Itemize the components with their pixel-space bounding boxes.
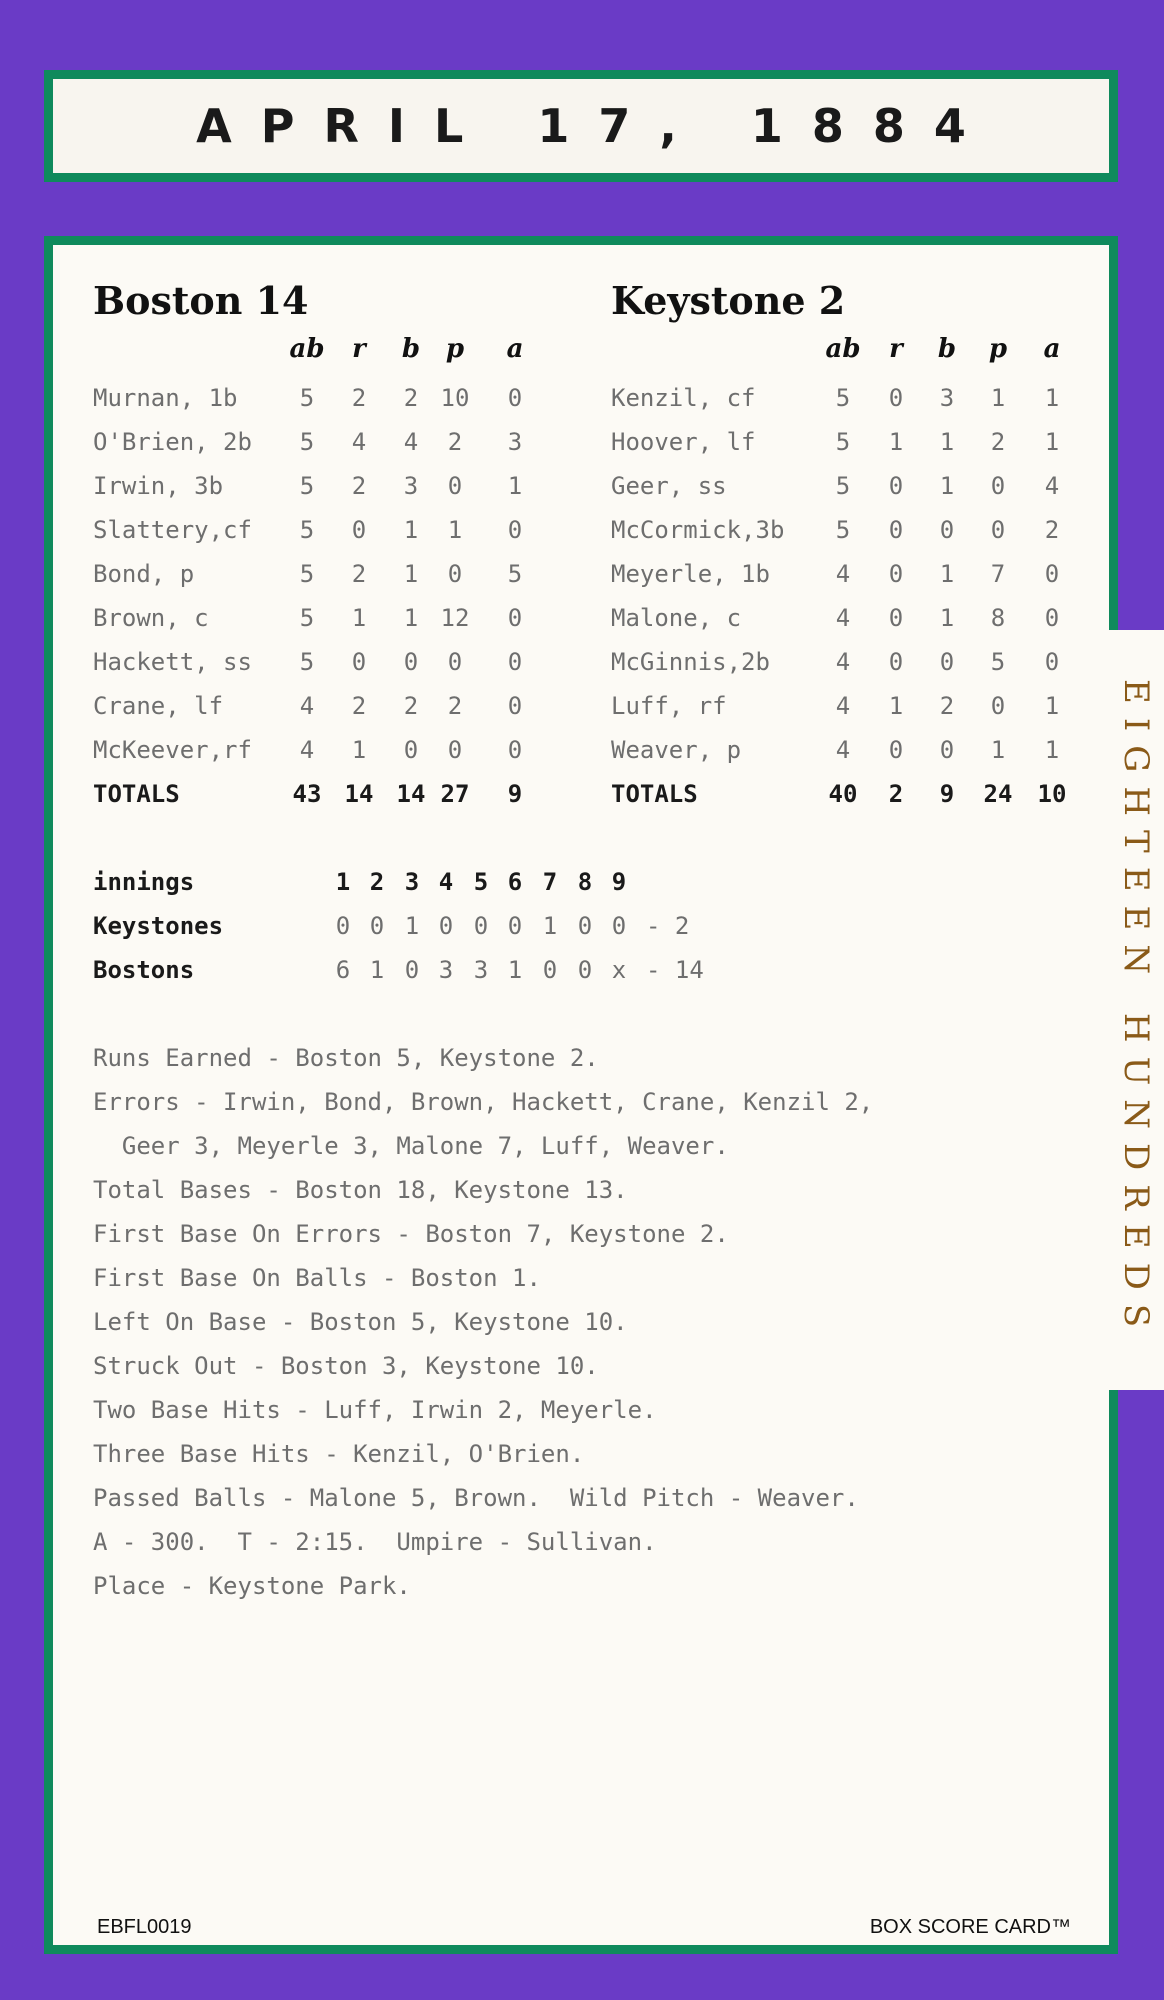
keystone-player-row — [0, 554, 1164, 594]
stat-ab: 5 — [299, 472, 315, 500]
stat-p: 0 — [447, 648, 463, 676]
stat-ab: 5 — [835, 472, 851, 500]
line-team-name: Bostons — [93, 956, 195, 984]
stat-p: 0 — [990, 472, 1006, 500]
note-line: Left On Base - Boston 5, Keystone 10. — [93, 1308, 628, 1336]
stat-a: 4 — [1044, 472, 1060, 500]
stat-ab: 5 — [835, 428, 851, 456]
stat-r: 0 — [888, 648, 904, 676]
keystone-player-row — [0, 510, 1164, 550]
inning-score: 0 — [473, 912, 489, 940]
stat-b: 1 — [939, 472, 955, 500]
note-line: Total Bases - Boston 18, Keystone 13. — [93, 1176, 628, 1204]
stat-ab: 4 — [835, 560, 851, 588]
stat-r: 0 — [888, 560, 904, 588]
total-b: 14 — [396, 780, 426, 808]
stat-r: 2 — [351, 692, 367, 720]
inning-score: 0 — [542, 956, 558, 984]
keystone-team-name: Keystone 2 — [611, 278, 846, 323]
player-name: Luff, rf — [611, 692, 727, 720]
stat-r: 0 — [888, 472, 904, 500]
stat-r: 0 — [888, 736, 904, 764]
innings-label: innings — [93, 868, 195, 896]
stat-p: 5 — [990, 648, 1006, 676]
total-p: 24 — [983, 780, 1013, 808]
stat-a: 1 — [507, 472, 523, 500]
stat-a: 0 — [507, 384, 523, 412]
player-name: Murnan, 1b — [93, 384, 238, 412]
stat-b: 1 — [939, 560, 955, 588]
stat-p: 2 — [447, 692, 463, 720]
inning-number: 5 — [473, 868, 489, 896]
stat-ab: 5 — [299, 384, 315, 412]
stat-a: 0 — [507, 604, 523, 632]
note-line: First Base On Errors - Boston 7, Keystone 2. — [93, 1220, 729, 1248]
total-ab: 40 — [828, 780, 858, 808]
player-name: Meyerle, 1b — [611, 560, 770, 588]
player-name: McCormick,3b — [611, 516, 785, 544]
player-name: McGinnis,2b — [611, 648, 770, 676]
player-name: Malone, c — [611, 604, 742, 632]
stat-r: 0 — [351, 516, 367, 544]
stat-b: 2 — [403, 384, 419, 412]
boston-col-b: b — [401, 334, 421, 364]
stat-ab: 5 — [299, 604, 315, 632]
stat-a: 0 — [1044, 648, 1060, 676]
stat-a: 5 — [507, 560, 523, 588]
player-name: Hoover, lf — [611, 428, 756, 456]
inning-score: 3 — [438, 956, 454, 984]
stat-a: 0 — [507, 648, 523, 676]
player-name: McKeever,rf — [93, 736, 252, 764]
note-line: A - 300. T - 2:15. Umpire - Sullivan. — [93, 1528, 657, 1556]
player-name: Hackett, ss — [93, 648, 252, 676]
line-total-runs: - 2 — [646, 912, 690, 940]
stat-p: 8 — [990, 604, 1006, 632]
stat-p: 0 — [447, 736, 463, 764]
stat-r: 2 — [351, 472, 367, 500]
card-brand: BOX SCORE CARD™ — [869, 1916, 1071, 1938]
inning-number: 8 — [577, 868, 593, 896]
player-name: Irwin, 3b — [93, 472, 224, 500]
player-name: O'Brien, 2b — [93, 428, 252, 456]
inning-score: 0 — [438, 912, 454, 940]
stat-ab: 4 — [299, 692, 315, 720]
player-name: Kenzil, cf — [611, 384, 756, 412]
inning-score: 0 — [369, 912, 385, 940]
boston-col-p: p — [445, 334, 465, 364]
stat-a: 0 — [507, 692, 523, 720]
note-line: Place - Keystone Park. — [93, 1572, 411, 1600]
stat-p: 10 — [440, 384, 470, 412]
line-total-runs: - 14 — [646, 956, 704, 984]
stat-a: 0 — [507, 516, 523, 544]
inning-score: 0 — [404, 956, 420, 984]
stat-r: 0 — [888, 384, 904, 412]
stat-r: 2 — [351, 384, 367, 412]
stat-p: 12 — [440, 604, 470, 632]
stat-r: 4 — [351, 428, 367, 456]
boston-col-r: r — [352, 334, 366, 364]
note-line: Passed Balls - Malone 5, Brown. Wild Pitch - Weaver. — [93, 1484, 859, 1512]
note-line: First Base On Balls - Boston 1. — [93, 1264, 541, 1292]
stat-ab: 5 — [299, 648, 315, 676]
inning-score: 3 — [473, 956, 489, 984]
stat-ab: 5 — [835, 516, 851, 544]
total-p: 27 — [440, 780, 470, 808]
date-banner — [44, 70, 1118, 182]
stat-a: 2 — [1044, 516, 1060, 544]
stat-b: 0 — [939, 516, 955, 544]
keystone-col-b: b — [937, 334, 957, 364]
stat-p: 2 — [447, 428, 463, 456]
note-line: Two Base Hits - Luff, Irwin 2, Meyerle. — [93, 1396, 657, 1424]
stat-p: 0 — [447, 472, 463, 500]
stat-b: 3 — [939, 384, 955, 412]
keystone-col-ab: ab — [825, 334, 861, 364]
inning-score: 6 — [335, 956, 351, 984]
inning-score: 1 — [507, 956, 523, 984]
stat-ab: 5 — [835, 384, 851, 412]
stat-p: 2 — [990, 428, 1006, 456]
stat-ab: 5 — [299, 516, 315, 544]
note-line: Struck Out - Boston 3, Keystone 10. — [93, 1352, 599, 1380]
inning-number: 2 — [369, 868, 385, 896]
stat-ab: 4 — [835, 692, 851, 720]
note-line: Three Base Hits - Kenzil, O'Brien. — [93, 1440, 585, 1468]
stat-b: 2 — [403, 692, 419, 720]
stat-p: 7 — [990, 560, 1006, 588]
stat-ab: 4 — [835, 648, 851, 676]
note-line: Errors - Irwin, Bond, Brown, Hackett, Crane, Kenzil 2, — [93, 1088, 874, 1116]
keystone-player-row — [0, 466, 1164, 506]
stat-p: 0 — [990, 516, 1006, 544]
stat-b: 0 — [403, 648, 419, 676]
stat-a: 1 — [1044, 384, 1060, 412]
stat-a: 0 — [1044, 560, 1060, 588]
stat-b: 3 — [403, 472, 419, 500]
stat-ab: 4 — [835, 736, 851, 764]
inning-number: 1 — [335, 868, 351, 896]
boston-col-ab: ab — [289, 334, 325, 364]
stat-a: 1 — [1044, 428, 1060, 456]
inning-score: 0 — [507, 912, 523, 940]
stat-p: 0 — [990, 692, 1006, 720]
totals-label: TOTALS — [611, 780, 698, 808]
player-name: Bond, p — [93, 560, 195, 588]
stat-b: 0 — [403, 736, 419, 764]
inning-score: 0 — [335, 912, 351, 940]
inning-score: x — [611, 956, 627, 984]
total-b: 9 — [939, 780, 955, 808]
note-line: Runs Earned - Boston 5, Keystone 2. — [93, 1044, 599, 1072]
stat-b: 1 — [403, 516, 419, 544]
inning-number: 9 — [611, 868, 627, 896]
stat-ab: 5 — [299, 428, 315, 456]
stat-b: 1 — [939, 428, 955, 456]
stat-a: 3 — [507, 428, 523, 456]
inning-score: 0 — [577, 912, 593, 940]
inning-score: 0 — [611, 912, 627, 940]
stat-ab: 5 — [299, 560, 315, 588]
total-ab: 43 — [292, 780, 322, 808]
keystone-col-r: r — [889, 334, 903, 364]
stat-b: 0 — [939, 736, 955, 764]
total-a: 9 — [507, 780, 523, 808]
inning-score: 0 — [577, 956, 593, 984]
stat-r: 0 — [888, 516, 904, 544]
player-name: Crane, lf — [93, 692, 224, 720]
stat-r: 1 — [351, 736, 367, 764]
stat-b: 1 — [403, 560, 419, 588]
stat-a: 0 — [507, 736, 523, 764]
inning-score: 1 — [404, 912, 420, 940]
player-name: Slattery,cf — [93, 516, 252, 544]
stat-r: 1 — [888, 692, 904, 720]
inning-score: 1 — [369, 956, 385, 984]
note-line: Geer 3, Meyerle 3, Malone 7, Luff, Weaver. — [93, 1132, 729, 1160]
stat-r: 1 — [351, 604, 367, 632]
total-r: 14 — [344, 780, 374, 808]
keystone-player-row — [0, 642, 1164, 682]
stat-p: 1 — [990, 384, 1006, 412]
inning-number: 6 — [507, 868, 523, 896]
era-label: EIGHTEEN HUNDREDS — [1116, 678, 1156, 1342]
stat-b: 1 — [939, 604, 955, 632]
totals-label: TOTALS — [93, 780, 180, 808]
inning-number: 3 — [404, 868, 420, 896]
keystone-player-row — [0, 378, 1164, 418]
stat-r: 0 — [351, 648, 367, 676]
boston-col-a: a — [506, 334, 524, 364]
inning-number: 7 — [542, 868, 558, 896]
stat-a: 1 — [1044, 692, 1060, 720]
stat-a: 0 — [1044, 604, 1060, 632]
card-code: EBFL0019 — [97, 1916, 192, 1938]
stat-p: 0 — [447, 560, 463, 588]
player-name: Weaver, p — [611, 736, 742, 764]
game-date: APRIL 17, 1884 — [196, 99, 995, 153]
keystone-player-row — [0, 422, 1164, 462]
stat-b: 1 — [403, 604, 419, 632]
stat-a: 1 — [1044, 736, 1060, 764]
boston-team-name: Boston 14 — [93, 278, 309, 323]
stat-r: 2 — [351, 560, 367, 588]
player-name: Geer, ss — [611, 472, 727, 500]
player-name: Brown, c — [93, 604, 209, 632]
inning-number: 4 — [438, 868, 454, 896]
stat-r: 0 — [888, 604, 904, 632]
inning-score: 1 — [542, 912, 558, 940]
keystone-col-p: p — [988, 334, 1008, 364]
keystone-player-row — [0, 730, 1164, 770]
stat-b: 2 — [939, 692, 955, 720]
stat-p: 1 — [447, 516, 463, 544]
stat-ab: 4 — [835, 604, 851, 632]
stat-b: 4 — [403, 428, 419, 456]
keystone-totals-row — [0, 774, 1164, 814]
stat-r: 1 — [888, 428, 904, 456]
line-team-name: Keystones — [93, 912, 224, 940]
stat-ab: 4 — [299, 736, 315, 764]
total-a: 10 — [1037, 780, 1067, 808]
total-r: 2 — [888, 780, 904, 808]
keystone-player-row — [0, 598, 1164, 638]
keystone-col-a: a — [1043, 334, 1061, 364]
stat-p: 1 — [990, 736, 1006, 764]
stat-b: 0 — [939, 648, 955, 676]
keystone-player-row — [0, 686, 1164, 726]
